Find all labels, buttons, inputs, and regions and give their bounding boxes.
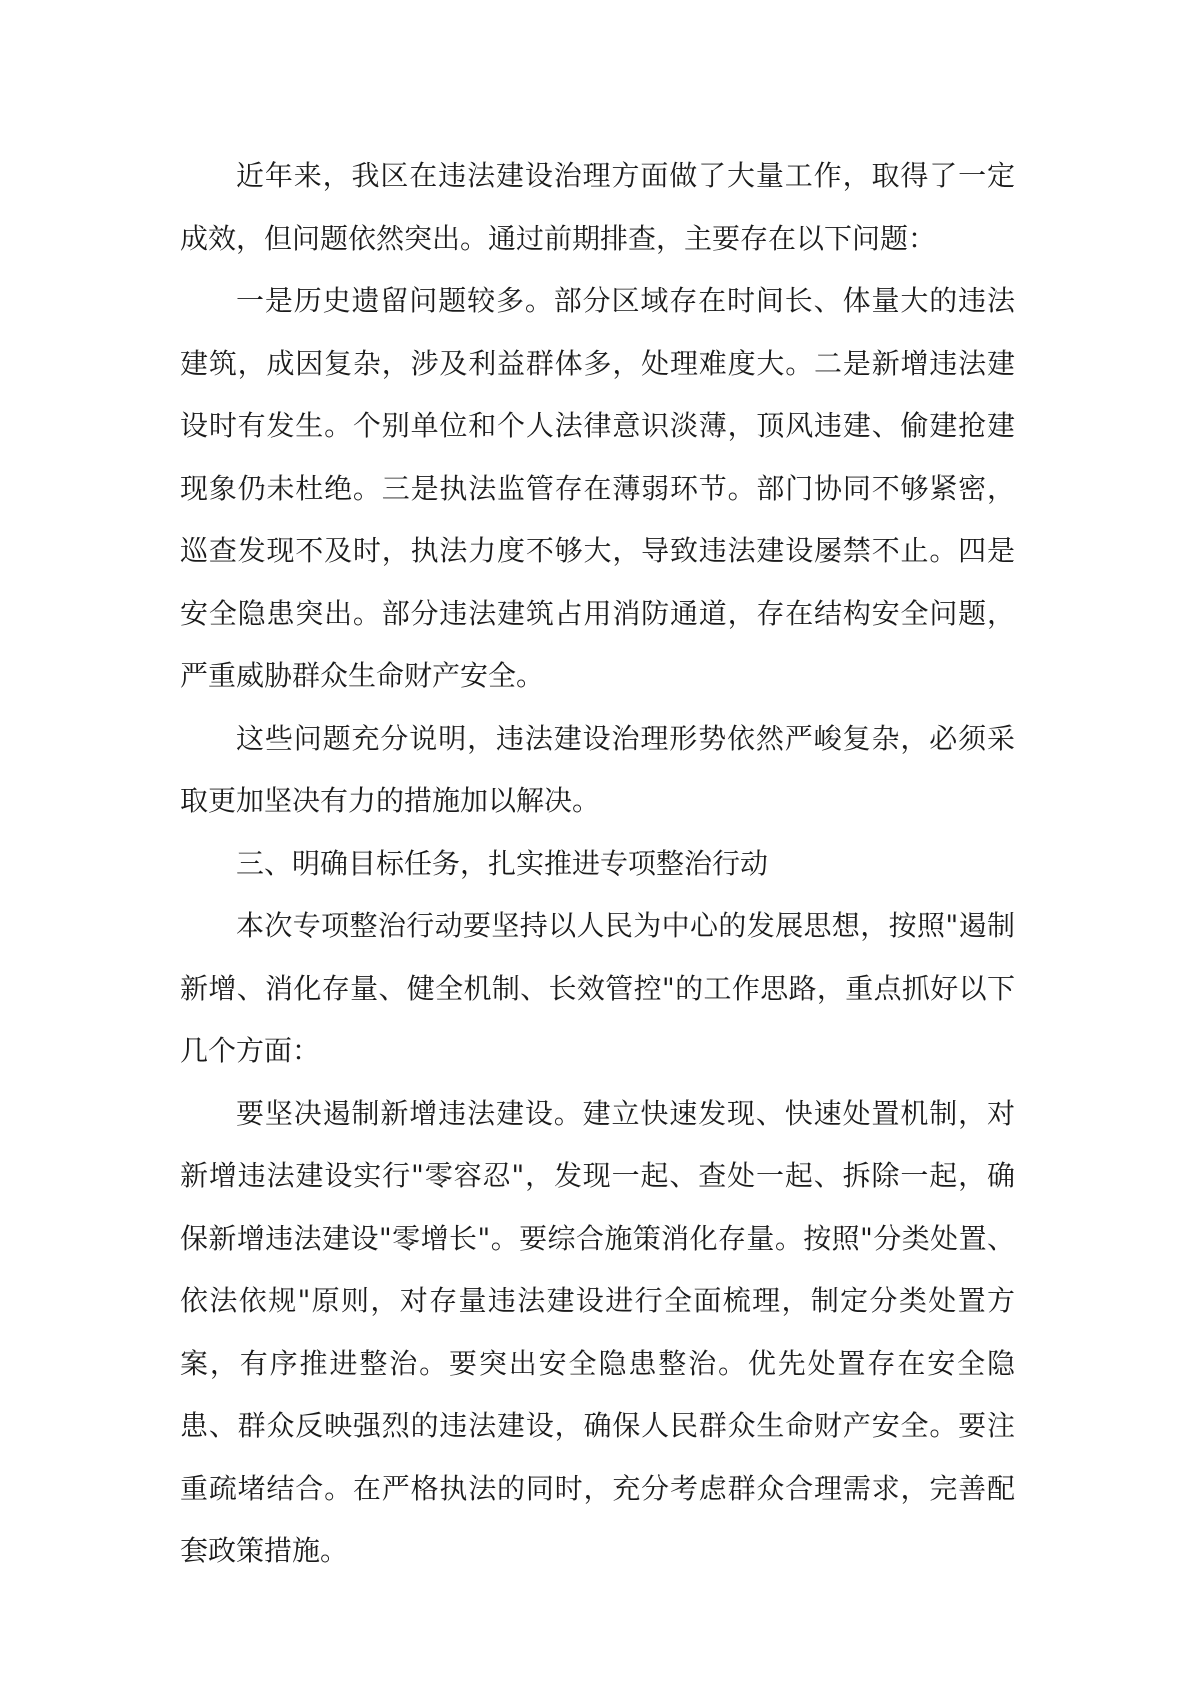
paragraph-measures: 要坚决遏制新增违法建设。建立快速发现、快速处置机制，对新增违法建设实行"零容忍"，发现一起、查处一起、拆除一起，确保新增违法建设"零增长"。要综合施策消化存量。按照"分类处置、依法依规"原则，对存量违法建设进行全面梳理，制定分类处置方案，有序推进整治。要突出安全隐患整治。优先处置存在安全隐患、群众反映强烈的违法建设，确保人民群众生命财产安全。要注重疏堵结合。在严格执法的同时，充分考虑群众合理需求，完善配套政策措施。 bbox=[180, 1096, 1015, 1567]
document-body bbox=[180, 145, 1015, 1583]
paragraph-approach: 本次专项整治行动要坚持以人民为中心的发展思想，按照"遏制新增、消化存量、健全机制、长效管控"的工作思路，重点抓好以下几个方面： bbox=[180, 909, 1015, 1067]
section-heading: 三、明确目标任务，扎实推进专项整治行动 bbox=[236, 846, 769, 880]
paragraph-problems: 一是历史遗留问题较多。部分区域存在时间长、体量大的违法建筑，成因复杂，涉及利益群体多，处理难度大。二是新增违法建设时有发生。个别单位和个人法律意识淡薄，顶风违建、偷建抢建现象仍未杜绝。三是执法监管存在薄弱环节。部门协同不够紧密，巡查发现不及时，执法力度不够大，导致违法建设屡禁不止。四是安全隐患突出。部分违法建筑占用消防通道，存在结构安全问题，严重威胁群众生命财产安全。 bbox=[180, 284, 1015, 692]
paragraph-conclusion: 这些问题充分说明，违法建设治理形势依然严峻复杂，必须采取更加坚决有力的措施加以解决。 bbox=[180, 721, 1015, 817]
paragraph-intro: 近年来，我区在违法建设治理方面做了大量工作，取得了一定成效，但问题依然突出。通过前期排查，主要存在以下问题： bbox=[180, 159, 1015, 255]
